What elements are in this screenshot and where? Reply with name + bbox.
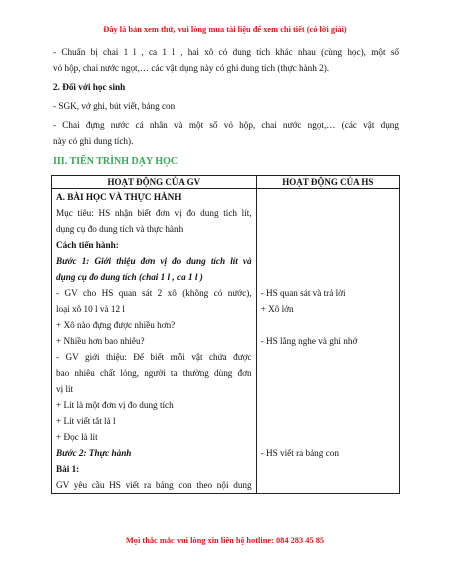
activity-table [51,175,400,494]
hs-line: - HS lắng nghe và ghi nhớ [260,336,358,346]
gv-line: GV yêu cầu HS viết ra bảng con theo nội dung [56,480,252,490]
lesson-heading: A. BÀI HỌC VÀ THỰC HÀNH [56,192,182,202]
header-teacher: HOẠT ĐỘNG CỦA GV [52,176,257,189]
gv-line: Mục tiêu: HS nhận biết đơn vị đo dung tích lít, [56,208,252,218]
student-column [256,189,399,494]
gv-line: + Lít là một đơn vị đo dung tích [56,400,174,410]
intro-line: - Chuẩn bị chai 1 l , ca 1 l , hai xô có dung tích khác nhau (cùng học), một số [53,47,399,57]
teacher-column [52,189,257,494]
gv-line: - GV giới thiệu: Để biết mỗi vật chứa được [56,352,252,362]
gv-line: - GV cho HS quan sát 2 xô (không có nước), [56,288,252,298]
hs-line: + Xô lớn [260,304,294,314]
section-title: III. TIẾN TRÌNH DẠY HỌC [53,156,179,167]
header-student: HOẠT ĐỘNG CỦA HS [256,176,399,189]
intro-line: vỏ hộp, chai nước ngọt,… các vật dụng này có ghi dung tích (thực hành 2). [53,63,330,73]
intro-line: này có ghi dung tích). [53,136,134,146]
gv-line: + Xô nào đựng được nhiều hơn? [56,320,176,330]
gv-line: + Đọc là lít [56,432,98,442]
intro-line: - Chai đựng nước cá nhân và một số vỏ hộp, chai nước ngọt,… (các vật dụng [53,120,399,130]
subheading-students: 2. Đối với học sinh [53,82,126,92]
gv-line: + Nhiều hơn bao nhiêu? [56,336,145,346]
gv-line: loại xô 10 l và 12 l [56,304,125,314]
gv-line: dụng cụ đo dung tích và thực hành [56,224,184,234]
preview-banner: Đây là bản xem thử, vui lòng mua tài liệu để xem chi tiết (có lời giải) [103,25,347,34]
table-row [52,189,400,494]
method-heading: Cách tiến hành: [56,240,119,250]
gv-line: vị lít [56,384,74,394]
exercise-heading: Bài 1: [56,464,80,474]
hs-line: - HS viết ra bảng con [260,448,339,458]
step-heading: Bước 2: Thực hành [56,448,132,458]
step-heading: dụng cụ đo dung tích (chai 1 l , ca 1 l ) [56,272,203,282]
table-header-row [52,176,400,189]
hotline-banner: Mọi thắc mắc vui lòng xin liên hệ hotline: 084 283 45 85 [125,536,325,545]
intro-line: - SGK, vở ghi, bút viết, bảng con [53,101,176,111]
step-heading: Bước 1: Giới thiệu đơn vị đo dung tích lít và [56,256,252,266]
gv-line: bao nhiêu chất lỏng, người ta thường dùng đơn [56,368,252,378]
gv-line: + Lít viết tắt là l [56,416,116,426]
hs-line: - HS quan sát và trả lời [260,288,346,298]
